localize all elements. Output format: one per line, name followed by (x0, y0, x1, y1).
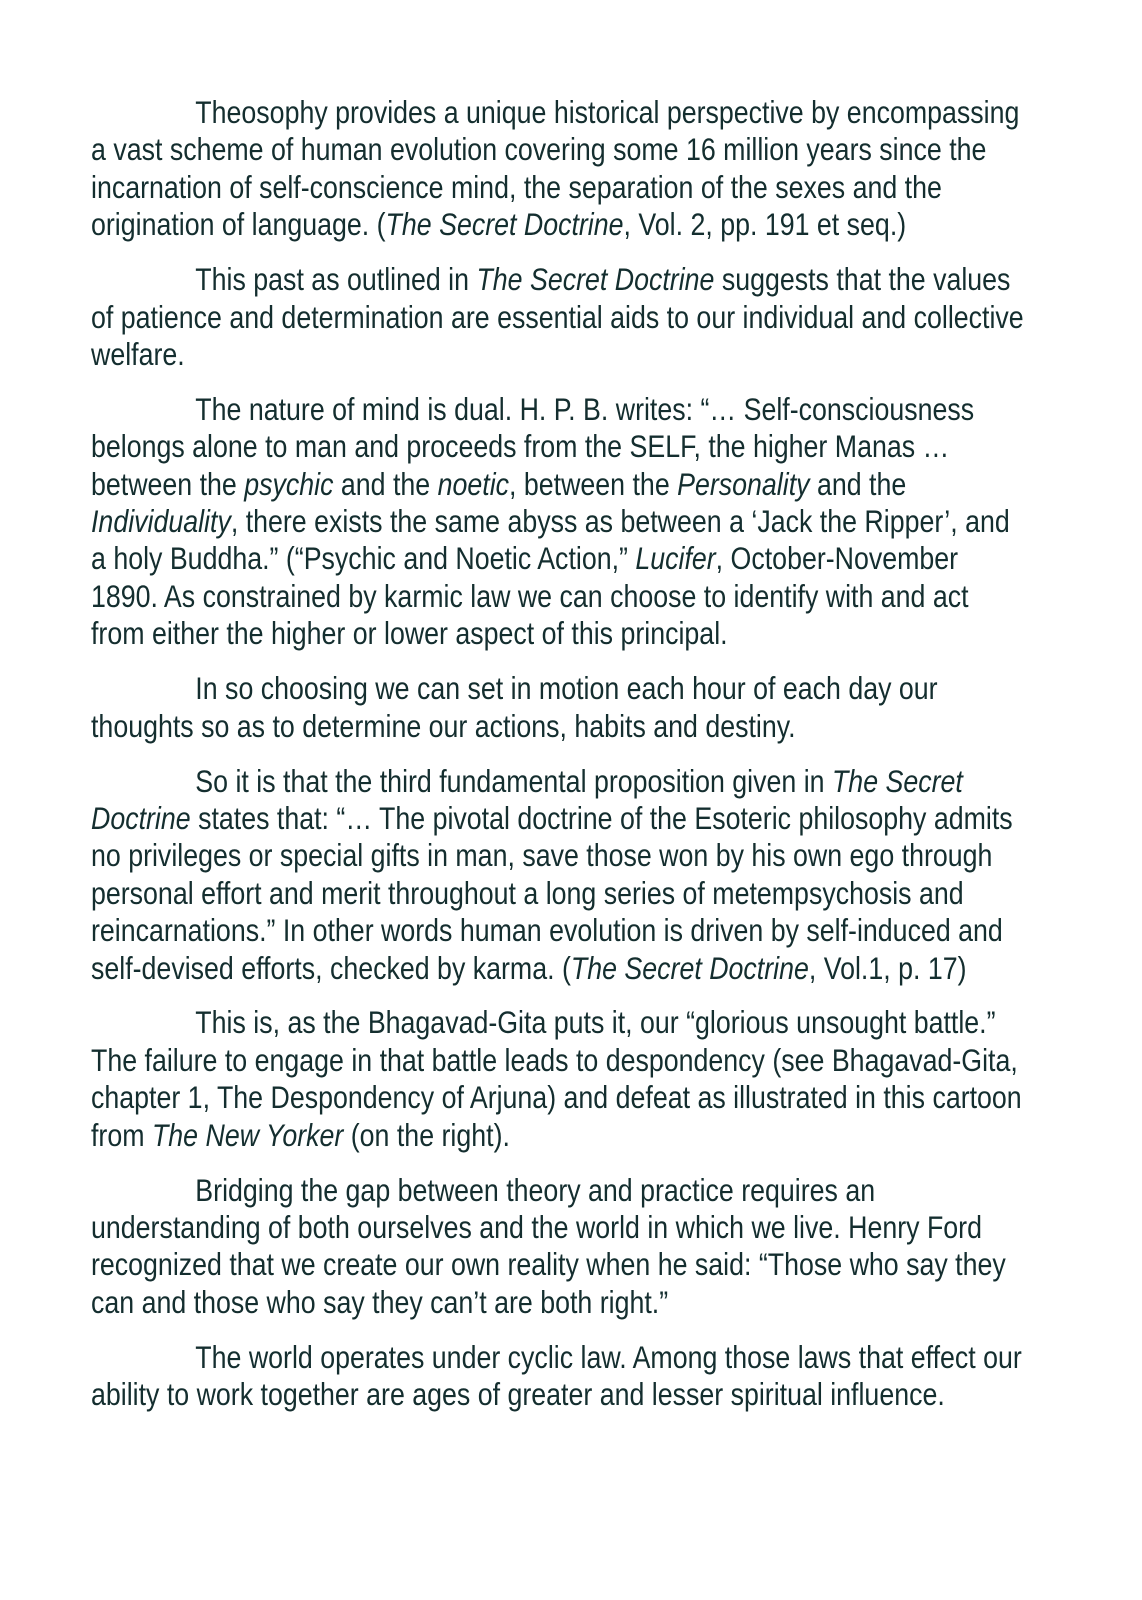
text-run: The nature of mind is dual. H. P. B. writes: “… Self-consciousness (195, 391, 975, 427)
text-run: understanding of both ourselves and the world in which we live. Henry Ford (91, 1209, 982, 1245)
text-run: , there exists the same abyss as between a ‘Jack the Ripper’, and (230, 504, 1010, 540)
text-line (91, 1339, 1038, 1376)
text-line (91, 1079, 1038, 1116)
paragraph (91, 670, 1038, 745)
text-run: (on the right). (343, 1117, 510, 1153)
text-line (91, 837, 1038, 874)
text-run: a holy Buddha.” (“Psychic and Noetic Action,” (91, 541, 636, 577)
text-run: incarnation of self-conscience mind, the separation of the sexes and the (91, 169, 942, 205)
paragraph (91, 261, 1038, 373)
text-run: origination of language. ( (91, 207, 386, 243)
document-body (91, 94, 1038, 1414)
text-run: The world operates under cyclic law. Among those laws that effect our (195, 1339, 1022, 1375)
paragraph (91, 763, 1038, 987)
italic-text-run: Individuality (91, 504, 231, 540)
text-run: no privileges or special gifts in man, save those won by his own ego through (91, 838, 993, 874)
italic-text-run: noetic (437, 466, 510, 502)
text-line (91, 94, 1038, 131)
text-line (91, 763, 1038, 800)
text-line (91, 336, 1038, 373)
text-run: self-devised efforts, checked by karma. ( (91, 950, 571, 986)
text-line (91, 615, 1038, 652)
text-line (91, 875, 1038, 912)
italic-text-run: Lucifer (635, 541, 716, 577)
text-line (91, 1209, 1038, 1246)
text-line (91, 261, 1038, 298)
text-line (91, 912, 1038, 949)
document-page (91, 94, 1038, 1431)
text-run: Theosophy provides a unique historical perspective by encompassing (195, 95, 1020, 130)
text-run: recognized that we create our own reality when he said: “Those who say they (91, 1247, 1006, 1283)
text-run: personal effort and merit throughout a long series of metempsychosis and (91, 875, 964, 911)
text-line (91, 131, 1038, 168)
text-run: reincarnations.” In other words human evolution is driven by self-induced and (91, 913, 1003, 949)
paragraph (91, 391, 1038, 653)
text-line (91, 670, 1038, 707)
text-run: suggests that the values (714, 262, 1011, 298)
text-run: , Vol.1, p. 17) (808, 950, 967, 986)
text-line (91, 950, 1038, 987)
text-run: 1890. As constrained by karmic law we can choose to identify with and act (91, 578, 969, 614)
text-line (91, 428, 1038, 465)
text-run: can and those who say they can’t are both right.” (91, 1284, 669, 1320)
italic-text-run: psychic (244, 466, 334, 502)
italic-text-run: Doctrine (91, 800, 191, 836)
text-line (91, 578, 1038, 615)
text-run: , Vol. 2, pp. 191 et seq.) (623, 207, 907, 243)
italic-text-run: The New Yorker (151, 1117, 344, 1153)
italic-text-run: The Secret Doctrine (385, 207, 624, 243)
text-line (91, 1042, 1038, 1079)
paragraph (91, 1339, 1038, 1414)
text-run: welfare. (91, 336, 185, 372)
text-run: belongs alone to man and proceeds from the SELF, the higher Manas … (91, 429, 950, 465)
text-run: states that: “… The pivotal doctrine of the Esoteric philosophy admits (190, 800, 1013, 836)
text-line (91, 1376, 1038, 1413)
text-run: This is, as the Bhagavad-Gita puts it, our “glorious unsought battle.” (195, 1005, 996, 1041)
paragraph (91, 1172, 1038, 1322)
text-line (91, 540, 1038, 577)
text-run: between the (91, 466, 245, 502)
paragraph (91, 1004, 1038, 1154)
text-line (91, 169, 1038, 206)
text-line (91, 391, 1038, 428)
text-line (91, 1004, 1038, 1041)
text-run: , between the (509, 466, 678, 502)
text-run: In so choosing we can set in motion each hour of each day our (195, 671, 938, 707)
text-run: from either the higher or lower aspect of this principal. (91, 616, 728, 652)
text-run: Bridging the gap between theory and practice requires an (195, 1172, 876, 1208)
italic-text-run: Personality (677, 466, 810, 502)
text-run: ability to work together are ages of greater and lesser spiritual influence. (91, 1377, 945, 1413)
text-run: , October-November (715, 541, 959, 577)
text-line (91, 1284, 1038, 1321)
text-run: from (91, 1117, 152, 1153)
text-line (91, 299, 1038, 336)
text-line (91, 708, 1038, 745)
italic-text-run: The Secret Doctrine (570, 950, 809, 986)
text-line (91, 206, 1038, 243)
italic-text-run: The Secret (831, 763, 963, 799)
text-run: of patience and determination are essential aids to our individual and collective (91, 299, 1024, 335)
text-line (91, 466, 1038, 503)
text-line (91, 1117, 1038, 1154)
italic-text-run: The Secret Doctrine (476, 262, 715, 298)
text-run: and the (333, 466, 438, 502)
text-line (91, 503, 1038, 540)
text-run: chapter 1, The Despondency of Arjuna) and defeat as illustrated in this cartoon (91, 1080, 1022, 1116)
paragraph (91, 94, 1038, 244)
text-line (91, 1172, 1038, 1209)
text-line (91, 800, 1038, 837)
text-run: and the (809, 466, 907, 502)
text-run: a vast scheme of human evolution covering some 16 million years since the (91, 132, 987, 168)
text-run: thoughts so as to determine our actions, habits and destiny. (91, 708, 796, 744)
text-line (91, 1246, 1038, 1283)
text-run: The failure to engage in that battle leads to despondency (see Bhagavad-Gita, (91, 1042, 1018, 1078)
text-run: This past as outlined in (195, 262, 477, 298)
text-run: So it is that the third fundamental proposition given in (195, 763, 832, 799)
